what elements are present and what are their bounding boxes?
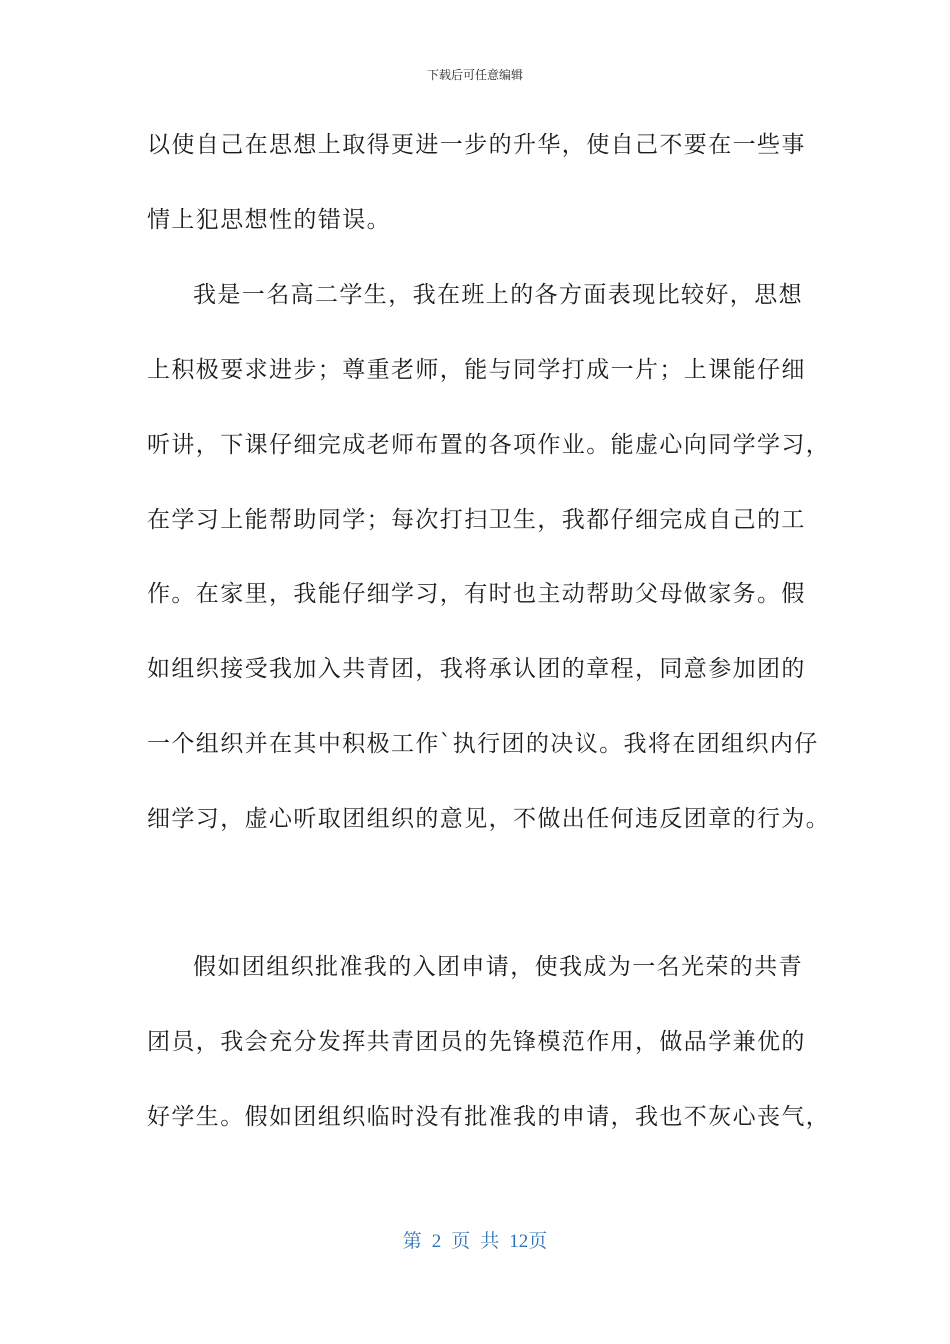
paragraph-start-line: 假如团组织批准我的入团申请，使我成为一名光荣的共青	[193, 954, 803, 980]
body-line: 听讲，下课仔细完成老师布置的各项作业。能虚心向同学学习，	[147, 432, 831, 458]
body-line: 一个组织并在其中积极工作`执行团的决议。我将在团组织内仔	[147, 731, 819, 757]
body-line: 情上犯思想性的错误。	[147, 207, 391, 233]
body-line: 上积极要求进步；尊重老师，能与同学打成一片；上课能仔细	[147, 357, 806, 383]
body-line: 在学习上能帮助同学；每次打扫卫生，我都仔细完成自己的工	[147, 507, 806, 533]
body-line: 好学生。假如团组织临时没有批准我的申请，我也不灰心丧气，	[147, 1104, 831, 1130]
page-header: 下载后可任意编辑	[426, 68, 523, 82]
footer-suffix: 页	[528, 1231, 548, 1252]
total-pages-number: 12	[509, 1231, 529, 1252]
footer-page-word: 页	[451, 1231, 471, 1252]
paragraph-start-line: 我是一名高二学生，我在班上的各方面表现比较好，思想	[193, 282, 803, 308]
footer-total-word: 共	[480, 1231, 500, 1252]
body-line: 作。在家里，我能仔细学习，有时也主动帮助父母做家务。假	[147, 581, 806, 607]
footer-prefix: 第	[402, 1231, 422, 1252]
body-line: 如组织接受我加入共青团，我将承认团的章程，同意参加团的	[147, 656, 806, 682]
current-page-number: 2	[431, 1231, 442, 1252]
body-line: 团员，我会充分发挥共青团员的先锋模范作用，做品学兼优的	[147, 1029, 806, 1055]
body-line: 细学习，虚心听取团组织的意见，不做出任何违反团章的行为。	[147, 806, 831, 832]
page-number-footer	[0, 1226, 950, 1253]
body-line: 以使自己在思想上取得更进一步的升华，使自己不要在一些事	[147, 132, 806, 158]
